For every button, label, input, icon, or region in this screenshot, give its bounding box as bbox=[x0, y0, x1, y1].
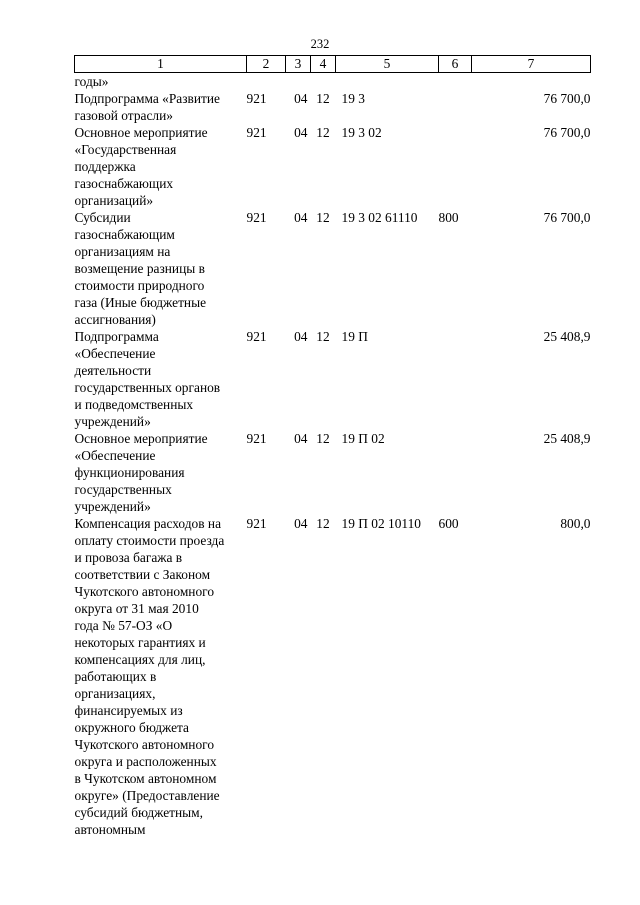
header-col-5: 5 bbox=[336, 56, 439, 73]
row-name-line: Подпрограмма bbox=[74, 329, 159, 344]
row-name bbox=[75, 73, 247, 91]
target-article-code: 19 3 bbox=[341, 91, 365, 106]
amount: 76 700,0 bbox=[543, 210, 591, 225]
row-name-line: газовой отрасли» bbox=[74, 108, 173, 123]
row-name-line: ассигнования) bbox=[74, 312, 156, 327]
grbs-code: 921 bbox=[246, 516, 267, 531]
row-name-line: газоснабжающих bbox=[74, 176, 174, 191]
row-name-line: Подпрограмма «Развитие bbox=[74, 91, 220, 106]
row-name bbox=[75, 209, 247, 328]
row-name-line: «Государственная bbox=[74, 142, 177, 157]
subsection-code: 12 bbox=[316, 516, 330, 531]
row-name-line: и провоза багажа в bbox=[74, 550, 183, 565]
row-name-line: государственных bbox=[74, 482, 172, 497]
target-article-code: 19 3 02 61110 bbox=[341, 210, 418, 225]
row-name-line: финансируемых из bbox=[74, 703, 183, 718]
row-name-line: организациях, bbox=[74, 686, 156, 701]
page-number: 232 bbox=[310, 37, 330, 51]
amount: 76 700,0 bbox=[543, 91, 591, 106]
grbs-code: 921 bbox=[246, 91, 267, 106]
header-col-1: 1 bbox=[75, 56, 247, 73]
expense-type-code bbox=[439, 124, 472, 209]
target-article-code: 19 П 02 bbox=[341, 431, 385, 446]
amount: 25 408,9 bbox=[543, 431, 591, 446]
row-name-line: годы» bbox=[74, 74, 109, 89]
row-name-line: государственных органов bbox=[74, 380, 221, 395]
row-name-line: округа и расположенных bbox=[74, 754, 217, 769]
subsection-code: 12 bbox=[316, 210, 330, 225]
expense-type-code bbox=[439, 430, 472, 515]
row-name-line: организациям на bbox=[74, 244, 171, 259]
section-code: 04 bbox=[294, 91, 308, 106]
expense-type-code: 800 bbox=[438, 210, 459, 225]
table-body bbox=[75, 73, 591, 839]
expense-type-code bbox=[439, 90, 472, 124]
header-col-4: 4 bbox=[311, 56, 336, 73]
row-name-line: учреждений» bbox=[74, 414, 151, 429]
header-row bbox=[75, 56, 591, 73]
row-name-line: Чукотского автономного bbox=[74, 737, 215, 752]
section-code: 04 bbox=[294, 516, 308, 531]
table-row bbox=[75, 328, 591, 430]
section-code: 04 bbox=[294, 431, 308, 446]
target-article-code: 19 П bbox=[341, 329, 368, 344]
row-name-line: года № 57-ОЗ «О bbox=[74, 618, 173, 633]
table-row bbox=[75, 124, 591, 209]
subsection-code: 12 bbox=[316, 91, 330, 106]
subsection-code: 12 bbox=[316, 125, 330, 140]
section-code bbox=[286, 73, 311, 91]
header-col-6: 6 bbox=[439, 56, 472, 73]
target-article-code: 19 П 02 10110 bbox=[341, 516, 421, 531]
section-code: 04 bbox=[294, 329, 308, 344]
table-row bbox=[75, 209, 591, 328]
amount: 76 700,0 bbox=[543, 125, 591, 140]
header-col-2: 2 bbox=[247, 56, 286, 73]
row-name-line: «Обеспечение bbox=[74, 448, 156, 463]
amount: 800,0 bbox=[560, 516, 591, 531]
grbs-code bbox=[247, 73, 286, 91]
row-name-line: поддержка bbox=[74, 159, 136, 174]
row-name bbox=[75, 328, 247, 430]
subsection-code: 12 bbox=[316, 329, 330, 344]
row-name-line: субсидий бюджетным, bbox=[74, 805, 204, 820]
row-name-line: функционирования bbox=[74, 465, 185, 480]
row-name-line: Компенсация расходов на bbox=[74, 516, 222, 531]
section-code: 04 bbox=[294, 210, 308, 225]
expense-type-code: 600 bbox=[438, 516, 459, 531]
row-name bbox=[75, 430, 247, 515]
row-name-line: соответствии с Законом bbox=[74, 567, 211, 582]
row-name-line: работающих в bbox=[74, 669, 157, 684]
row-name-line: и подведомственных bbox=[74, 397, 194, 412]
amount: 25 408,9 bbox=[543, 329, 591, 344]
budget-table bbox=[74, 55, 591, 838]
grbs-code: 921 bbox=[246, 210, 267, 225]
expense-type-code bbox=[439, 73, 472, 91]
header-col-7: 7 bbox=[472, 56, 591, 73]
header-col-3: 3 bbox=[286, 56, 311, 73]
grbs-code: 921 bbox=[246, 329, 267, 344]
subsection-code bbox=[311, 73, 336, 91]
row-name-line: Основное мероприятие bbox=[74, 125, 208, 140]
table-row bbox=[75, 90, 591, 124]
row-name bbox=[75, 124, 247, 209]
row-name-line: Основное мероприятие bbox=[74, 431, 208, 446]
amount bbox=[472, 73, 591, 91]
row-name-line: округе» (Предоставление bbox=[74, 788, 220, 803]
grbs-code: 921 bbox=[246, 431, 267, 446]
row-name-line: организаций» bbox=[74, 193, 154, 208]
row-name-line: Субсидии bbox=[74, 210, 131, 225]
table-row bbox=[75, 515, 591, 838]
row-name-line: оплату стоимости проезда bbox=[74, 533, 225, 548]
section-code: 04 bbox=[294, 125, 308, 140]
row-name-line: компенсациях для лиц, bbox=[74, 652, 206, 667]
row-name-line: «Обеспечение bbox=[74, 346, 156, 361]
row-name-line: газа (Иные бюджетные bbox=[74, 295, 207, 310]
target-article-code bbox=[336, 73, 439, 91]
row-name-line: деятельности bbox=[74, 363, 152, 378]
row-name-line: возмещение разницы в bbox=[74, 261, 205, 276]
row-name-line: учреждений» bbox=[74, 499, 151, 514]
table-row bbox=[75, 430, 591, 515]
row-name-line: стоимости природного bbox=[74, 278, 205, 293]
subsection-code: 12 bbox=[316, 431, 330, 446]
row-name-line: в Чукотском автономном bbox=[74, 771, 217, 786]
row-name bbox=[75, 515, 247, 838]
table-row bbox=[75, 73, 591, 91]
row-name-line: газоснабжающим bbox=[74, 227, 175, 242]
row-name-line: автономным bbox=[74, 822, 146, 837]
row-name-line: некоторых гарантиях и bbox=[74, 635, 206, 650]
row-name-line: Чукотского автономного bbox=[74, 584, 215, 599]
target-article-code: 19 3 02 bbox=[341, 125, 382, 140]
expense-type-code bbox=[439, 328, 472, 430]
grbs-code: 921 bbox=[246, 125, 267, 140]
row-name-line: округа от 31 мая 2010 bbox=[74, 601, 199, 616]
row-name bbox=[75, 90, 247, 124]
row-name-line: окружного бюджета bbox=[74, 720, 189, 735]
